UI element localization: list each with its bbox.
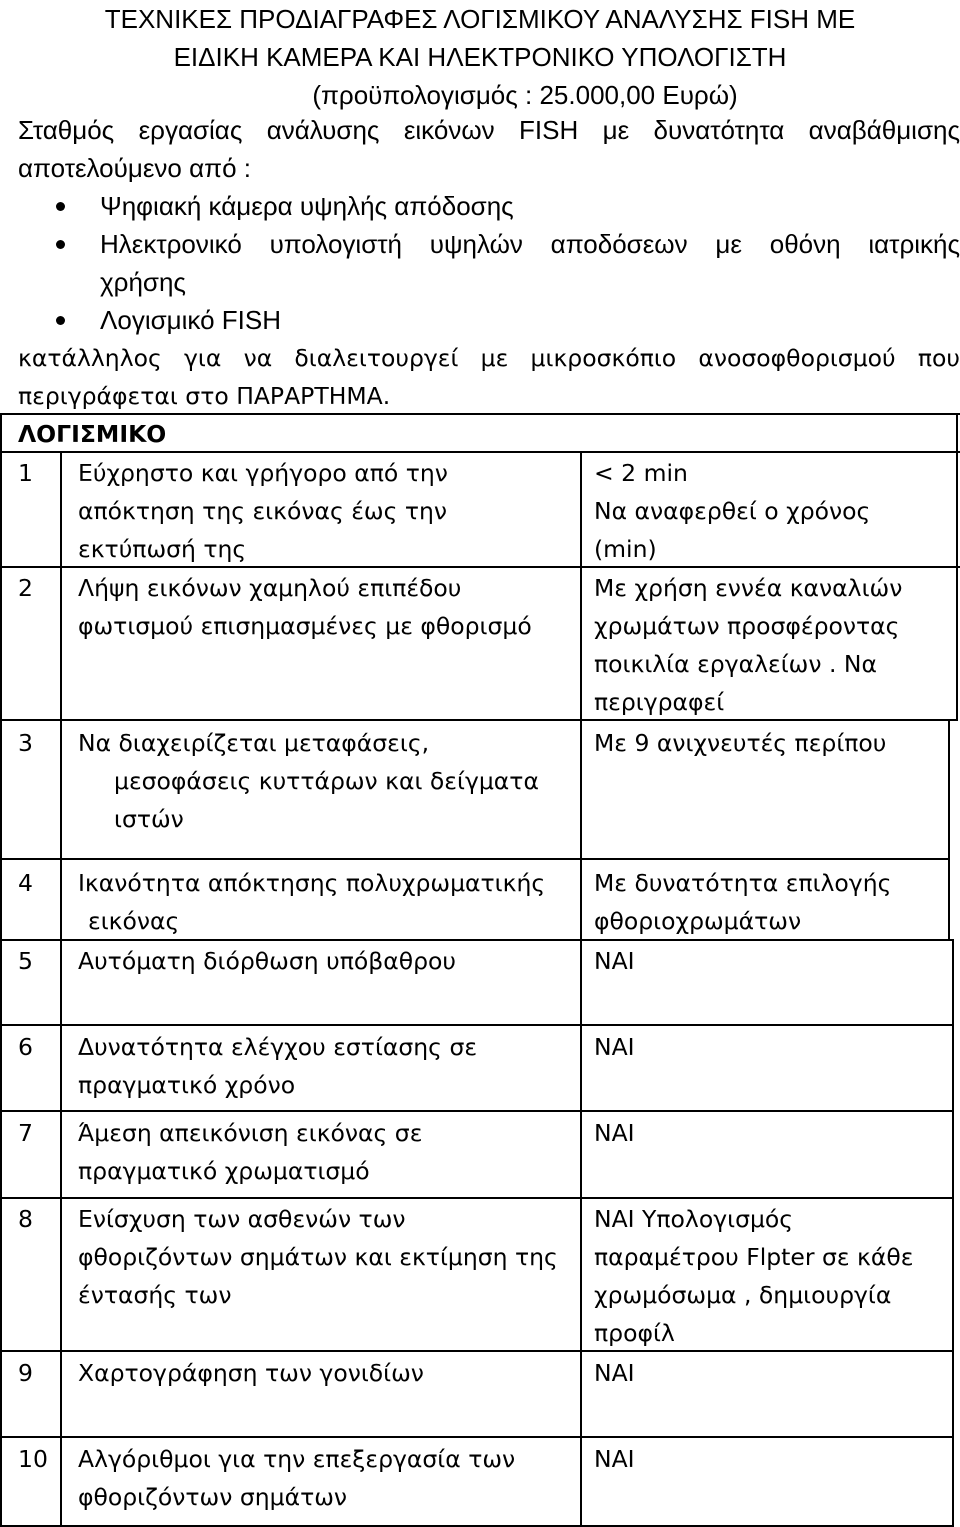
- bullet-text: Λογισμικό FISH: [100, 305, 281, 335]
- bullet-icon: [56, 240, 65, 249]
- value-line: < 2 min: [594, 459, 688, 487]
- value-line: ποικιλία εργαλείων . Να: [594, 650, 877, 678]
- row-description: [78, 569, 578, 645]
- row-description: [78, 1354, 578, 1392]
- description-line: ιστών: [114, 805, 184, 833]
- intro-line-2: αποτελούμενο από :: [18, 153, 251, 183]
- bullet-text-continued: χρήσης: [100, 267, 186, 297]
- row-divider: [0, 858, 950, 860]
- row-divider: [0, 1197, 954, 1199]
- row-value: [594, 864, 950, 940]
- description-line: φωτισμού επισημασμένες με φθορισμό: [78, 612, 532, 640]
- value-line: χρωμόσωμα , δημιουργία: [594, 1281, 892, 1309]
- description-line: Εύχρηστο και γρήγορο από την: [78, 459, 448, 487]
- description-line: φθοριζόντων σημάτων: [78, 1483, 348, 1511]
- description-line: Αυτόματη διόρθωση υπόβαθρου: [78, 947, 456, 975]
- value-line: Με δυνατότητα επιλογής: [594, 869, 892, 897]
- title-line-1: ΤΕΧΝΙΚΕΣ ΠΡΟΔΙΑΓΡΑΦΕΣ ΛΟΓΙΣΜΙΚΟΥ ΑΝΑΛΥΣΗΣ FISH ΜΕ: [104, 4, 856, 34]
- value-line: περιγραφεί: [594, 688, 725, 716]
- row-divider: [0, 451, 960, 453]
- value-line: ΝΑΙ: [594, 947, 635, 975]
- row-value: [594, 724, 950, 762]
- row-value: [594, 1028, 950, 1066]
- row-number: 3: [18, 729, 33, 757]
- row-number: 5: [18, 947, 33, 975]
- value-line: προφίλ: [594, 1319, 675, 1347]
- bullet-icon: [56, 316, 65, 325]
- row-number: 6: [18, 1033, 33, 1061]
- value-line: ΝΑΙ: [594, 1445, 635, 1473]
- description-line: πραγματικό χρωματισμό: [78, 1157, 370, 1185]
- row-value: [594, 1200, 950, 1352]
- value-line: παραμέτρου Flpter σε κάθε: [594, 1243, 914, 1271]
- table-top-border: [0, 413, 960, 415]
- row-divider: [0, 1110, 954, 1112]
- value-line: Με χρήση εννέα καναλιών: [594, 574, 903, 602]
- row-description: [78, 1440, 578, 1516]
- row-value: [594, 1354, 950, 1392]
- description-line: Ενίσχυση των ασθενών των: [78, 1205, 406, 1233]
- document-title: [0, 0, 960, 114]
- row-description: [78, 942, 578, 980]
- description-line: Λήψη εικόνων χαμηλού επιπέδου: [78, 574, 462, 602]
- value-line: φθοριοχρωμάτων: [594, 907, 802, 935]
- description-line: Χαρτογράφηση των γονιδίων: [78, 1359, 424, 1387]
- number-column-divider: [60, 452, 62, 1527]
- table-right-border: [952, 940, 954, 1527]
- row-number: 2: [18, 574, 33, 602]
- bullet-item: [56, 225, 960, 301]
- row-description: [78, 724, 578, 838]
- bullet-icon: [56, 202, 65, 211]
- description-line: έντασής των: [78, 1281, 232, 1309]
- row-number: 10: [18, 1445, 48, 1473]
- value-line: Με 9 ανιχνευτές περίπου: [594, 729, 887, 757]
- row-value: [594, 942, 950, 980]
- description-line: φθοριζόντων σημάτων και εκτίμηση της: [78, 1243, 558, 1271]
- value-line: ΝΑΙ: [594, 1033, 635, 1061]
- row-number: 4: [18, 869, 33, 897]
- bullet-text: Ηλεκτρονικό υπολογιστή υψηλών αποδόσεων με οθόνη ιατρικής: [100, 229, 960, 259]
- intro-line-1: Σταθμός εργασίας ανάλυσης εικόνων FISH με δυνατότητα αναβάθμισης: [18, 115, 960, 145]
- table-left-border: [0, 413, 2, 1527]
- intro-paragraph: [18, 111, 960, 187]
- description-line: Αλγόριθμοι για την επεξεργασία των: [78, 1445, 516, 1473]
- value-line: ΝΑΙ: [594, 1119, 635, 1147]
- compatibility-line-2: περιγράφεται στο ΠΑΡΑΡΤΗΜΑ.: [18, 382, 391, 410]
- description-line: πραγματικό χρόνο: [78, 1071, 296, 1099]
- value-column-divider: [580, 452, 582, 1527]
- row-description: [78, 864, 578, 940]
- section-heading: ΛΟΓΙΣΜΙΚΟ: [18, 420, 167, 448]
- row-number: 7: [18, 1119, 33, 1147]
- bullet-item: [56, 301, 960, 339]
- row-description: [78, 1114, 578, 1190]
- row-value: [594, 1114, 950, 1152]
- value-line: ΝΑΙ Υπολογισμός: [594, 1205, 794, 1233]
- component-bullet-list: [56, 187, 960, 339]
- description-line: Ικανότητα απόκτησης πολυχρωματικής: [78, 869, 546, 897]
- row-value: [594, 569, 950, 721]
- row-description: [78, 454, 578, 568]
- row-description: [78, 1200, 578, 1314]
- value-line: χρωμάτων προσφέροντας: [594, 612, 900, 640]
- row-value: [594, 454, 950, 568]
- row-number: 8: [18, 1205, 33, 1233]
- value-line: (min): [594, 535, 657, 563]
- row-number: 1: [18, 459, 33, 487]
- description-line: Δυνατότητα ελέγχου εστίασης σε: [78, 1033, 478, 1061]
- description-line: Να διαχειρίζεται μεταφάσεις,: [78, 729, 430, 757]
- bullet-text: Ψηφιακή κάμερα υψηλής απόδοσης: [100, 191, 514, 221]
- title-line-2: ΕΙΔΙΚΗ ΚΑΜΕΡΑ ΚΑΙ ΗΛΕΚΤΡΟΝΙΚΟ ΥΠΟΛΟΓΙΣΤΗ: [173, 42, 787, 72]
- row-divider: [0, 1436, 954, 1438]
- row-value: [594, 1440, 950, 1478]
- row-divider: [0, 1024, 954, 1026]
- row-number: 9: [18, 1359, 33, 1387]
- bullet-item: [56, 187, 960, 225]
- description-line: Άμεση απεικόνιση εικόνας σε: [78, 1119, 423, 1147]
- compatibility-note: [18, 339, 960, 415]
- description-line: μεσοφάσεις κυττάρων και δείγματα: [114, 767, 539, 795]
- value-line: ΝΑΙ: [594, 1359, 635, 1387]
- compatibility-line-1: κατάλληλος για να διαλειτουργεί με μικροσκόπιο ανοσοφθορισμού που: [18, 344, 960, 372]
- description-line: εικόνας: [88, 907, 180, 935]
- description-line: εκτύπωσή της: [78, 535, 247, 563]
- description-line: απόκτηση της εικόνας έως την: [78, 497, 448, 525]
- row-description: [78, 1028, 578, 1104]
- value-line: Να αναφερθεί ο χρόνος: [594, 497, 871, 525]
- budget-line: (προϋπολογισμός : 25.000,00 Ευρώ): [312, 80, 738, 110]
